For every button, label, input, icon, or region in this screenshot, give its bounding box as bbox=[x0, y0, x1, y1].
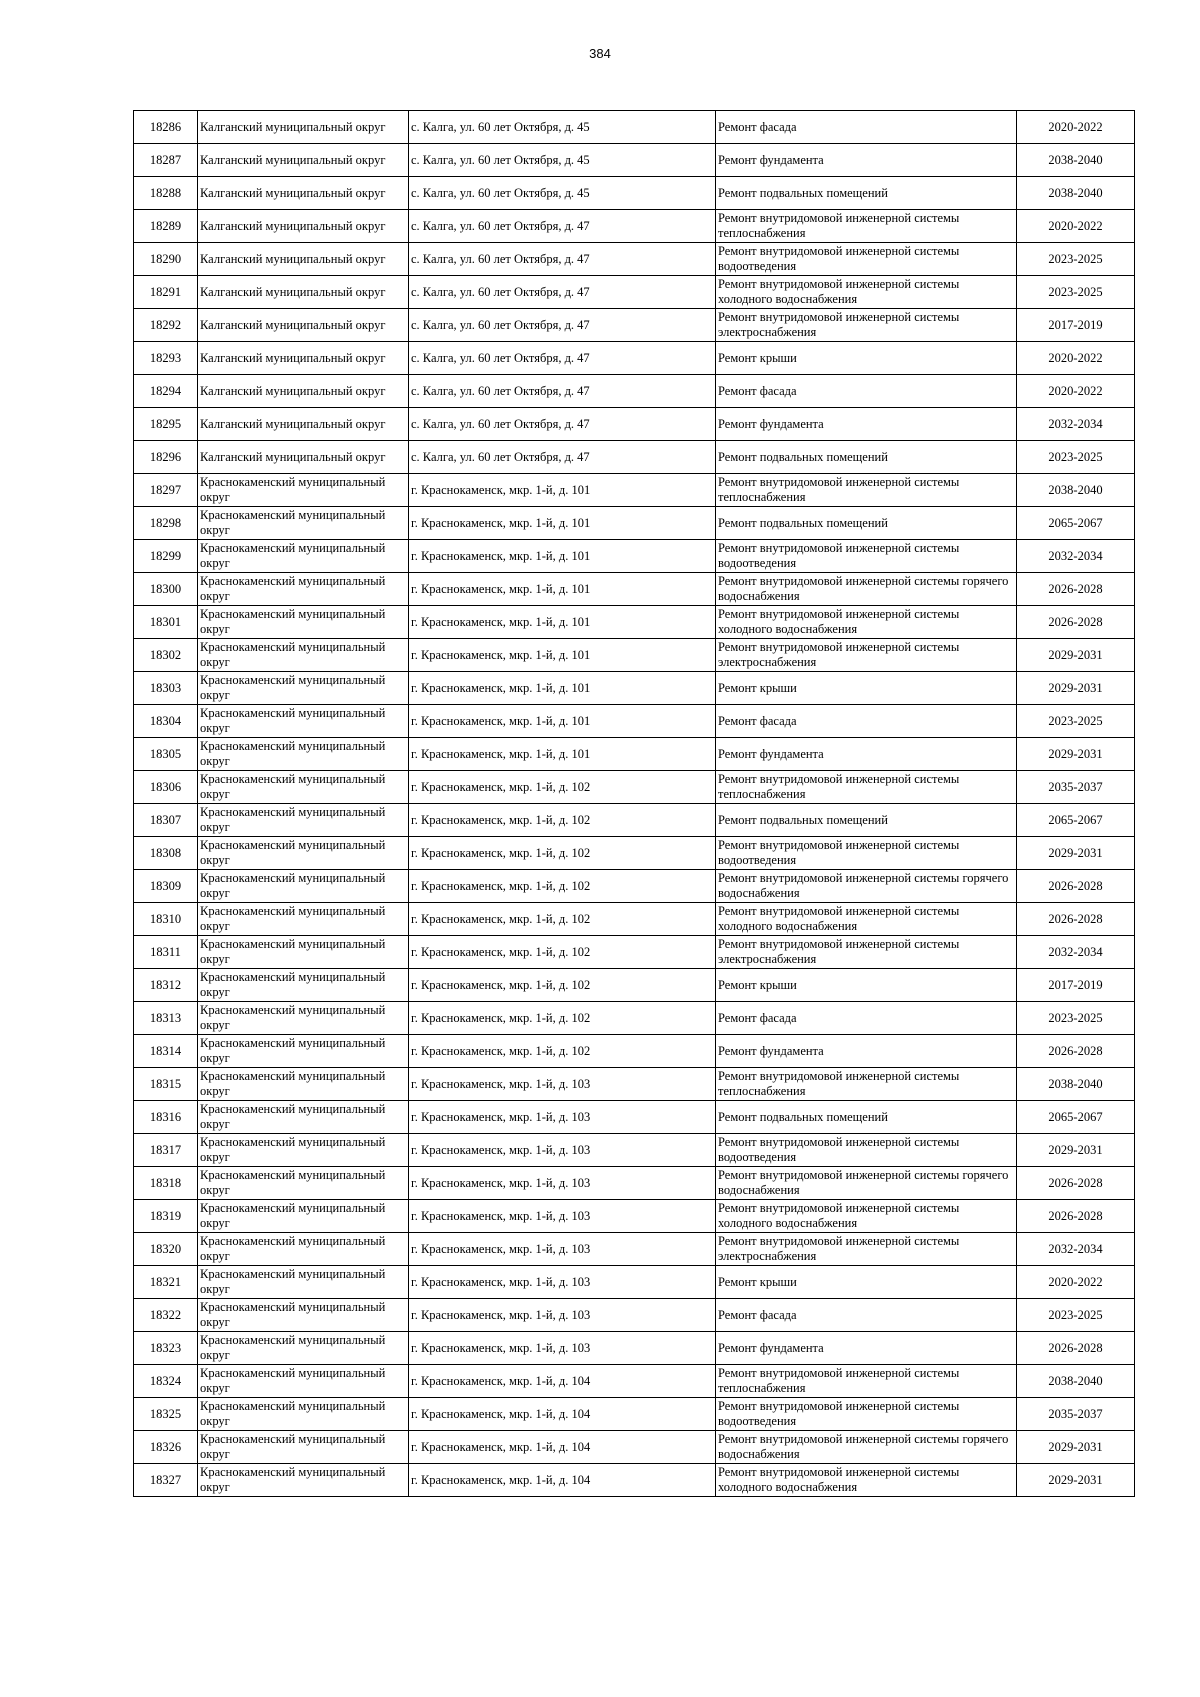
row-number: 18303 bbox=[134, 672, 198, 705]
work-type-cell: Ремонт фасада bbox=[716, 1002, 1017, 1035]
period-cell: 2065-2067 bbox=[1017, 507, 1135, 540]
work-type-cell: Ремонт крыши bbox=[716, 342, 1017, 375]
row-number: 18300 bbox=[134, 573, 198, 606]
municipality-cell: Краснокаменский муниципальный округ bbox=[198, 573, 409, 606]
row-number: 18296 bbox=[134, 441, 198, 474]
address-cell: г. Краснокаменск, мкр. 1-й, д. 101 bbox=[409, 507, 716, 540]
period-cell: 2017-2019 bbox=[1017, 309, 1135, 342]
address-cell: г. Краснокаменск, мкр. 1-й, д. 101 bbox=[409, 606, 716, 639]
table-row bbox=[134, 507, 1135, 540]
address-cell: с. Калга, ул. 60 лет Октября, д. 47 bbox=[409, 342, 716, 375]
table-row bbox=[134, 1002, 1135, 1035]
municipality-cell: Калганский муниципальный округ bbox=[198, 276, 409, 309]
municipality-cell: Краснокаменский муниципальный округ bbox=[198, 606, 409, 639]
row-number: 18315 bbox=[134, 1068, 198, 1101]
row-number: 18312 bbox=[134, 969, 198, 1002]
period-cell: 2029-2031 bbox=[1017, 1134, 1135, 1167]
row-number: 18327 bbox=[134, 1464, 198, 1497]
work-type-cell: Ремонт подвальных помещений bbox=[716, 1101, 1017, 1134]
table-row bbox=[134, 1299, 1135, 1332]
period-cell: 2017-2019 bbox=[1017, 969, 1135, 1002]
period-cell: 2038-2040 bbox=[1017, 1365, 1135, 1398]
municipality-cell: Калганский муниципальный округ bbox=[198, 309, 409, 342]
address-cell: г. Краснокаменск, мкр. 1-й, д. 103 bbox=[409, 1167, 716, 1200]
work-type-cell: Ремонт фасада bbox=[716, 375, 1017, 408]
table-row bbox=[134, 1101, 1135, 1134]
period-cell: 2029-2031 bbox=[1017, 837, 1135, 870]
work-type-cell: Ремонт внутридомовой инженерной системы водоотведения bbox=[716, 540, 1017, 573]
municipality-cell: Калганский муниципальный округ bbox=[198, 408, 409, 441]
work-type-cell: Ремонт внутридомовой инженерной системы холодного водоснабжения bbox=[716, 1200, 1017, 1233]
row-number: 18318 bbox=[134, 1167, 198, 1200]
row-number: 18307 bbox=[134, 804, 198, 837]
work-type-cell: Ремонт фасада bbox=[716, 111, 1017, 144]
period-cell: 2026-2028 bbox=[1017, 573, 1135, 606]
table-row bbox=[134, 474, 1135, 507]
work-type-cell: Ремонт внутридомовой инженерной системы холодного водоснабжения bbox=[716, 1464, 1017, 1497]
period-cell: 2029-2031 bbox=[1017, 672, 1135, 705]
municipality-cell: Калганский муниципальный округ bbox=[198, 177, 409, 210]
table-row bbox=[134, 705, 1135, 738]
address-cell: г. Краснокаменск, мкр. 1-й, д. 103 bbox=[409, 1068, 716, 1101]
period-cell: 2038-2040 bbox=[1017, 144, 1135, 177]
work-type-cell: Ремонт фундамента bbox=[716, 1332, 1017, 1365]
table-row bbox=[134, 408, 1135, 441]
municipality-cell: Калганский муниципальный округ bbox=[198, 375, 409, 408]
period-cell: 2023-2025 bbox=[1017, 276, 1135, 309]
address-cell: с. Калга, ул. 60 лет Октября, д. 47 bbox=[409, 276, 716, 309]
row-number: 18298 bbox=[134, 507, 198, 540]
row-number: 18288 bbox=[134, 177, 198, 210]
row-number: 18287 bbox=[134, 144, 198, 177]
row-number: 18309 bbox=[134, 870, 198, 903]
table-row bbox=[134, 1167, 1135, 1200]
table-row bbox=[134, 672, 1135, 705]
table-row bbox=[134, 540, 1135, 573]
work-type-cell: Ремонт внутридомовой инженерной системы электроснабжения bbox=[716, 639, 1017, 672]
work-type-cell: Ремонт внутридомовой инженерной системы водоотведения bbox=[716, 837, 1017, 870]
municipality-cell: Краснокаменский муниципальный округ bbox=[198, 771, 409, 804]
table-row bbox=[134, 870, 1135, 903]
row-number: 18302 bbox=[134, 639, 198, 672]
municipality-cell: Краснокаменский муниципальный округ bbox=[198, 1233, 409, 1266]
period-cell: 2026-2028 bbox=[1017, 870, 1135, 903]
work-type-cell: Ремонт внутридомовой инженерной системы теплоснабжения bbox=[716, 1365, 1017, 1398]
period-cell: 2065-2067 bbox=[1017, 804, 1135, 837]
page-number: 384 bbox=[589, 46, 611, 61]
period-cell: 2023-2025 bbox=[1017, 1299, 1135, 1332]
table-row bbox=[134, 1464, 1135, 1497]
work-type-cell: Ремонт крыши bbox=[716, 672, 1017, 705]
period-cell: 2035-2037 bbox=[1017, 771, 1135, 804]
row-number: 18313 bbox=[134, 1002, 198, 1035]
table-row bbox=[134, 276, 1135, 309]
address-cell: г. Краснокаменск, мкр. 1-й, д. 103 bbox=[409, 1299, 716, 1332]
address-cell: г. Краснокаменск, мкр. 1-й, д. 102 bbox=[409, 903, 716, 936]
table-row bbox=[134, 738, 1135, 771]
table-row bbox=[134, 1233, 1135, 1266]
municipality-cell: Краснокаменский муниципальный округ bbox=[198, 474, 409, 507]
row-number: 18304 bbox=[134, 705, 198, 738]
municipality-cell: Краснокаменский муниципальный округ bbox=[198, 1068, 409, 1101]
municipality-cell: Краснокаменский муниципальный округ bbox=[198, 1299, 409, 1332]
address-cell: г. Краснокаменск, мкр. 1-й, д. 102 bbox=[409, 771, 716, 804]
address-cell: г. Краснокаменск, мкр. 1-й, д. 102 bbox=[409, 837, 716, 870]
work-type-cell: Ремонт внутридомовой инженерной системы холодного водоснабжения bbox=[716, 606, 1017, 639]
period-cell: 2038-2040 bbox=[1017, 1068, 1135, 1101]
row-number: 18326 bbox=[134, 1431, 198, 1464]
municipality-cell: Краснокаменский муниципальный округ bbox=[198, 804, 409, 837]
municipality-cell: Краснокаменский муниципальный округ bbox=[198, 1101, 409, 1134]
period-cell: 2023-2025 bbox=[1017, 1002, 1135, 1035]
address-cell: г. Краснокаменск, мкр. 1-й, д. 101 bbox=[409, 573, 716, 606]
address-cell: с. Калга, ул. 60 лет Октября, д. 47 bbox=[409, 408, 716, 441]
row-number: 18310 bbox=[134, 903, 198, 936]
table-row bbox=[134, 936, 1135, 969]
address-cell: г. Краснокаменск, мкр. 1-й, д. 102 bbox=[409, 1002, 716, 1035]
period-cell: 2029-2031 bbox=[1017, 1431, 1135, 1464]
municipality-cell: Краснокаменский муниципальный округ bbox=[198, 870, 409, 903]
table-row bbox=[134, 111, 1135, 144]
address-cell: с. Калга, ул. 60 лет Октября, д. 47 bbox=[409, 309, 716, 342]
work-type-cell: Ремонт внутридомовой инженерной системы холодного водоснабжения bbox=[716, 276, 1017, 309]
repair-registry-table bbox=[133, 110, 1135, 1497]
work-type-cell: Ремонт внутридомовой инженерной системы электроснабжения bbox=[716, 309, 1017, 342]
municipality-cell: Калганский муниципальный округ bbox=[198, 342, 409, 375]
municipality-cell: Краснокаменский муниципальный округ bbox=[198, 903, 409, 936]
work-type-cell: Ремонт фундамента bbox=[716, 1035, 1017, 1068]
address-cell: с. Калга, ул. 60 лет Октября, д. 45 bbox=[409, 111, 716, 144]
municipality-cell: Калганский муниципальный округ bbox=[198, 144, 409, 177]
row-number: 18292 bbox=[134, 309, 198, 342]
row-number: 18295 bbox=[134, 408, 198, 441]
table-row bbox=[134, 441, 1135, 474]
table-row bbox=[134, 243, 1135, 276]
row-number: 18319 bbox=[134, 1200, 198, 1233]
work-type-cell: Ремонт внутридомовой инженерной системы водоотведения bbox=[716, 243, 1017, 276]
work-type-cell: Ремонт внутридомовой инженерной системы водоотведения bbox=[716, 1398, 1017, 1431]
table-row bbox=[134, 1200, 1135, 1233]
work-type-cell: Ремонт фундамента bbox=[716, 144, 1017, 177]
row-number: 18308 bbox=[134, 837, 198, 870]
row-number: 18324 bbox=[134, 1365, 198, 1398]
work-type-cell: Ремонт внутридомовой инженерной системы теплоснабжения bbox=[716, 474, 1017, 507]
row-number: 18290 bbox=[134, 243, 198, 276]
municipality-cell: Краснокаменский муниципальный округ bbox=[198, 1365, 409, 1398]
work-type-cell: Ремонт внутридомовой инженерной системы горячего водоснабжения bbox=[716, 870, 1017, 903]
row-number: 18306 bbox=[134, 771, 198, 804]
period-cell: 2026-2028 bbox=[1017, 1167, 1135, 1200]
row-number: 18291 bbox=[134, 276, 198, 309]
municipality-cell: Краснокаменский муниципальный округ bbox=[198, 639, 409, 672]
row-number: 18325 bbox=[134, 1398, 198, 1431]
table-row bbox=[134, 1035, 1135, 1068]
table-row bbox=[134, 1365, 1135, 1398]
work-type-cell: Ремонт внутридомовой инженерной системы электроснабжения bbox=[716, 936, 1017, 969]
row-number: 18314 bbox=[134, 1035, 198, 1068]
period-cell: 2065-2067 bbox=[1017, 1101, 1135, 1134]
period-cell: 2020-2022 bbox=[1017, 1266, 1135, 1299]
municipality-cell: Краснокаменский муниципальный округ bbox=[198, 1134, 409, 1167]
municipality-cell: Краснокаменский муниципальный округ bbox=[198, 1266, 409, 1299]
address-cell: г. Краснокаменск, мкр. 1-й, д. 102 bbox=[409, 1035, 716, 1068]
row-number: 18317 bbox=[134, 1134, 198, 1167]
table-row bbox=[134, 309, 1135, 342]
table-row bbox=[134, 573, 1135, 606]
work-type-cell: Ремонт фасада bbox=[716, 1299, 1017, 1332]
municipality-cell: Краснокаменский муниципальный округ bbox=[198, 1200, 409, 1233]
municipality-cell: Калганский муниципальный округ bbox=[198, 210, 409, 243]
municipality-cell: Краснокаменский муниципальный округ bbox=[198, 540, 409, 573]
period-cell: 2032-2034 bbox=[1017, 408, 1135, 441]
address-cell: г. Краснокаменск, мкр. 1-й, д. 104 bbox=[409, 1365, 716, 1398]
municipality-cell: Краснокаменский муниципальный округ bbox=[198, 1398, 409, 1431]
work-type-cell: Ремонт фундамента bbox=[716, 738, 1017, 771]
municipality-cell: Краснокаменский муниципальный округ bbox=[198, 705, 409, 738]
period-cell: 2026-2028 bbox=[1017, 1035, 1135, 1068]
work-type-cell: Ремонт внутридомовой инженерной системы теплоснабжения bbox=[716, 771, 1017, 804]
address-cell: г. Краснокаменск, мкр. 1-й, д. 104 bbox=[409, 1464, 716, 1497]
row-number: 18294 bbox=[134, 375, 198, 408]
row-number: 18321 bbox=[134, 1266, 198, 1299]
row-number: 18289 bbox=[134, 210, 198, 243]
address-cell: г. Краснокаменск, мкр. 1-й, д. 104 bbox=[409, 1431, 716, 1464]
municipality-cell: Краснокаменский муниципальный округ bbox=[198, 969, 409, 1002]
period-cell: 2020-2022 bbox=[1017, 111, 1135, 144]
table-row bbox=[134, 342, 1135, 375]
municipality-cell: Краснокаменский муниципальный округ bbox=[198, 1332, 409, 1365]
period-cell: 2029-2031 bbox=[1017, 639, 1135, 672]
table-row bbox=[134, 606, 1135, 639]
work-type-cell: Ремонт внутридомовой инженерной системы водоотведения bbox=[716, 1134, 1017, 1167]
row-number: 18297 bbox=[134, 474, 198, 507]
period-cell: 2032-2034 bbox=[1017, 540, 1135, 573]
work-type-cell: Ремонт подвальных помещений bbox=[716, 441, 1017, 474]
table-row bbox=[134, 1266, 1135, 1299]
table-row bbox=[134, 1134, 1135, 1167]
period-cell: 2023-2025 bbox=[1017, 705, 1135, 738]
table-row bbox=[134, 1431, 1135, 1464]
work-type-cell: Ремонт крыши bbox=[716, 969, 1017, 1002]
municipality-cell: Краснокаменский муниципальный округ bbox=[198, 837, 409, 870]
address-cell: г. Краснокаменск, мкр. 1-й, д. 103 bbox=[409, 1233, 716, 1266]
table-row bbox=[134, 837, 1135, 870]
work-type-cell: Ремонт внутридомовой инженерной системы теплоснабжения bbox=[716, 1068, 1017, 1101]
row-number: 18305 bbox=[134, 738, 198, 771]
municipality-cell: Краснокаменский муниципальный округ bbox=[198, 672, 409, 705]
address-cell: г. Краснокаменск, мкр. 1-й, д. 102 bbox=[409, 870, 716, 903]
municipality-cell: Калганский муниципальный округ bbox=[198, 243, 409, 276]
municipality-cell: Краснокаменский муниципальный округ bbox=[198, 1002, 409, 1035]
row-number: 18299 bbox=[134, 540, 198, 573]
table-row bbox=[134, 804, 1135, 837]
work-type-cell: Ремонт подвальных помещений bbox=[716, 507, 1017, 540]
period-cell: 2026-2028 bbox=[1017, 1200, 1135, 1233]
row-number: 18323 bbox=[134, 1332, 198, 1365]
address-cell: с. Калга, ул. 60 лет Октября, д. 45 bbox=[409, 177, 716, 210]
table-row bbox=[134, 1398, 1135, 1431]
row-number: 18301 bbox=[134, 606, 198, 639]
municipality-cell: Калганский муниципальный округ bbox=[198, 111, 409, 144]
address-cell: г. Краснокаменск, мкр. 1-й, д. 102 bbox=[409, 804, 716, 837]
period-cell: 2032-2034 bbox=[1017, 1233, 1135, 1266]
municipality-cell: Краснокаменский муниципальный округ bbox=[198, 1035, 409, 1068]
work-type-cell: Ремонт фасада bbox=[716, 705, 1017, 738]
address-cell: г. Краснокаменск, мкр. 1-й, д. 103 bbox=[409, 1134, 716, 1167]
address-cell: с. Калга, ул. 60 лет Октября, д. 47 bbox=[409, 243, 716, 276]
table-row bbox=[134, 375, 1135, 408]
address-cell: с. Калга, ул. 60 лет Октября, д. 47 bbox=[409, 441, 716, 474]
period-cell: 2023-2025 bbox=[1017, 243, 1135, 276]
address-cell: г. Краснокаменск, мкр. 1-й, д. 101 bbox=[409, 705, 716, 738]
row-number: 18311 bbox=[134, 936, 198, 969]
work-type-cell: Ремонт внутридомовой инженерной системы горячего водоснабжения bbox=[716, 573, 1017, 606]
address-cell: г. Краснокаменск, мкр. 1-й, д. 103 bbox=[409, 1266, 716, 1299]
table-row bbox=[134, 210, 1135, 243]
address-cell: г. Краснокаменск, мкр. 1-й, д. 102 bbox=[409, 969, 716, 1002]
address-cell: г. Краснокаменск, мкр. 1-й, д. 103 bbox=[409, 1332, 716, 1365]
address-cell: г. Краснокаменск, мкр. 1-й, д. 102 bbox=[409, 936, 716, 969]
row-number: 18293 bbox=[134, 342, 198, 375]
work-type-cell: Ремонт внутридомовой инженерной системы теплоснабжения bbox=[716, 210, 1017, 243]
address-cell: г. Краснокаменск, мкр. 1-й, д. 103 bbox=[409, 1101, 716, 1134]
row-number: 18286 bbox=[134, 111, 198, 144]
work-type-cell: Ремонт подвальных помещений bbox=[716, 804, 1017, 837]
address-cell: г. Краснокаменск, мкр. 1-й, д. 103 bbox=[409, 1200, 716, 1233]
address-cell: г. Краснокаменск, мкр. 1-й, д. 101 bbox=[409, 672, 716, 705]
table-row bbox=[134, 639, 1135, 672]
municipality-cell: Краснокаменский муниципальный округ bbox=[198, 738, 409, 771]
address-cell: с. Калга, ул. 60 лет Октября, д. 47 bbox=[409, 210, 716, 243]
table-body bbox=[134, 111, 1135, 1497]
work-type-cell: Ремонт внутридомовой инженерной системы холодного водоснабжения bbox=[716, 903, 1017, 936]
period-cell: 2026-2028 bbox=[1017, 606, 1135, 639]
municipality-cell: Краснокаменский муниципальный округ bbox=[198, 936, 409, 969]
work-type-cell: Ремонт внутридомовой инженерной системы электроснабжения bbox=[716, 1233, 1017, 1266]
municipality-cell: Краснокаменский муниципальный округ bbox=[198, 1167, 409, 1200]
period-cell: 2029-2031 bbox=[1017, 738, 1135, 771]
address-cell: с. Калга, ул. 60 лет Октября, д. 45 bbox=[409, 144, 716, 177]
period-cell: 2020-2022 bbox=[1017, 375, 1135, 408]
row-number: 18322 bbox=[134, 1299, 198, 1332]
period-cell: 2026-2028 bbox=[1017, 1332, 1135, 1365]
work-type-cell: Ремонт фундамента bbox=[716, 408, 1017, 441]
period-cell: 2032-2034 bbox=[1017, 936, 1135, 969]
municipality-cell: Краснокаменский муниципальный округ bbox=[198, 1431, 409, 1464]
table-row bbox=[134, 771, 1135, 804]
row-number: 18316 bbox=[134, 1101, 198, 1134]
period-cell: 2020-2022 bbox=[1017, 342, 1135, 375]
address-cell: г. Краснокаменск, мкр. 1-й, д. 104 bbox=[409, 1398, 716, 1431]
row-number: 18320 bbox=[134, 1233, 198, 1266]
address-cell: г. Краснокаменск, мкр. 1-й, д. 101 bbox=[409, 540, 716, 573]
work-type-cell: Ремонт внутридомовой инженерной системы горячего водоснабжения bbox=[716, 1167, 1017, 1200]
municipality-cell: Краснокаменский муниципальный округ bbox=[198, 1464, 409, 1497]
address-cell: г. Краснокаменск, мкр. 1-й, д. 101 bbox=[409, 639, 716, 672]
table-row bbox=[134, 1332, 1135, 1365]
work-type-cell: Ремонт подвальных помещений bbox=[716, 177, 1017, 210]
period-cell: 2035-2037 bbox=[1017, 1398, 1135, 1431]
address-cell: г. Краснокаменск, мкр. 1-й, д. 101 bbox=[409, 474, 716, 507]
municipality-cell: Краснокаменский муниципальный округ bbox=[198, 507, 409, 540]
work-type-cell: Ремонт внутридомовой инженерной системы горячего водоснабжения bbox=[716, 1431, 1017, 1464]
work-type-cell: Ремонт крыши bbox=[716, 1266, 1017, 1299]
address-cell: с. Калга, ул. 60 лет Октября, д. 47 bbox=[409, 375, 716, 408]
table-row bbox=[134, 1068, 1135, 1101]
period-cell: 2038-2040 bbox=[1017, 474, 1135, 507]
period-cell: 2023-2025 bbox=[1017, 441, 1135, 474]
period-cell: 2020-2022 bbox=[1017, 210, 1135, 243]
municipality-cell: Калганский муниципальный округ bbox=[198, 441, 409, 474]
address-cell: г. Краснокаменск, мкр. 1-й, д. 101 bbox=[409, 738, 716, 771]
period-cell: 2029-2031 bbox=[1017, 1464, 1135, 1497]
table-row bbox=[134, 144, 1135, 177]
period-cell: 2038-2040 bbox=[1017, 177, 1135, 210]
period-cell: 2026-2028 bbox=[1017, 903, 1135, 936]
table-row bbox=[134, 903, 1135, 936]
table-row bbox=[134, 177, 1135, 210]
table-row bbox=[134, 969, 1135, 1002]
